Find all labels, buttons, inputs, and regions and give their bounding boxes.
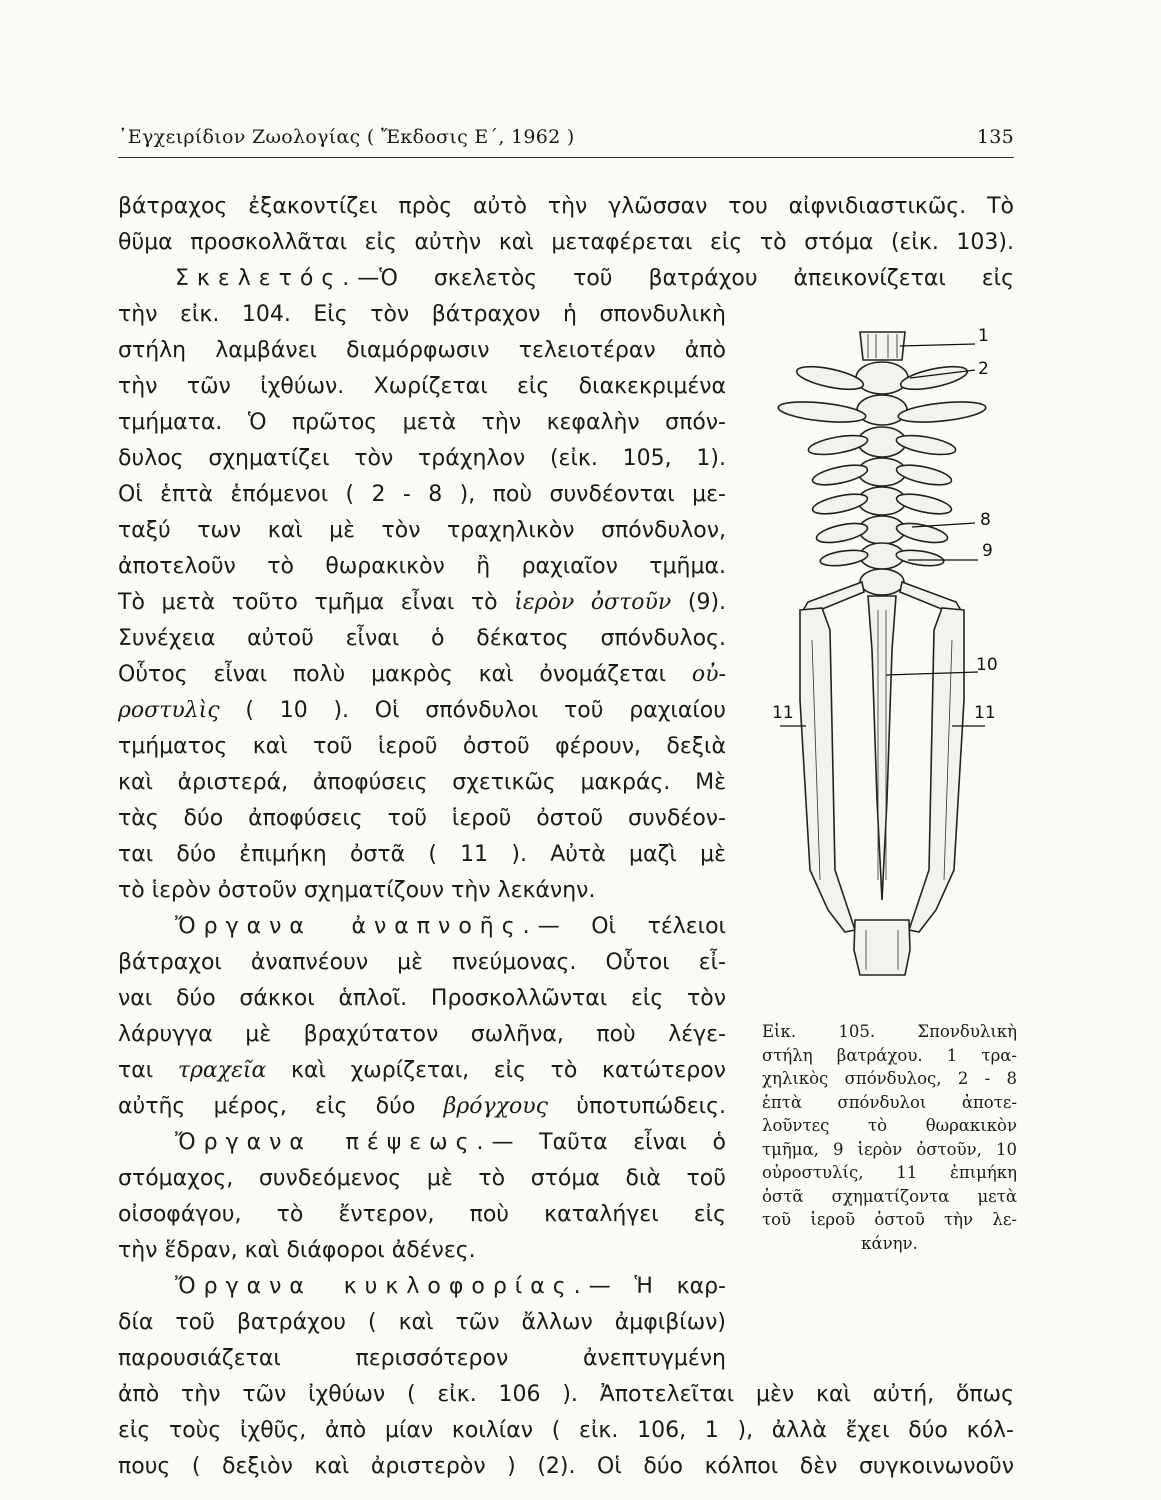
- section-line-digestion: Ὄργανα πέψεως.— Ταῦτα εἶναι ὁ: [175, 1130, 726, 1155]
- term-urostyle: ροστυλὶς: [118, 698, 220, 723]
- text-line: τὸ ἱερὸν ὀστοῦν σχηματίζουν τὴν λεκάνην.: [118, 878, 596, 903]
- caption-line: τοῦ ἱεροῦ ὀστοῦ τὴν λε-: [762, 1210, 1017, 1229]
- text-line: δυλος σχηματίζει τὸν τράχηλον (εἰκ. 105, 1).: [118, 446, 726, 471]
- section-line-skeleton: Σκελετός.—Ὁ σκελετὸς τοῦ βατράχου ἀπεικονίζεται εἰς: [175, 266, 1014, 291]
- text-line: Συνέχεια αὐτοῦ εἶναι ὁ δέκατος σπόνδυλος.: [118, 626, 726, 651]
- figure-label-1: 1: [978, 326, 989, 346]
- caption-line: χηλικὸς σπόνδυλος, 2 - 8: [762, 1069, 1017, 1088]
- text-line: λάρυγγα μὲ βραχύτατον σωλῆνα, ποὺ λέγε-: [118, 1022, 726, 1047]
- text-line: τὴν ἕδραν, καὶ διάφοροι ἀδένες.: [118, 1238, 476, 1263]
- text-line: αὐτῆς μέρος, εἰς δύο βρόγχους ὑποτυπώδεις.: [118, 1094, 727, 1119]
- figure-label-9: 9: [982, 541, 993, 561]
- text-line: τὴν τῶν ἰχθύων. Χωρίζεται εἰς διακεκριμένα: [118, 374, 726, 399]
- header-rule: [118, 157, 1014, 158]
- vertebra-4: [807, 427, 957, 458]
- figure-label-8: 8: [980, 510, 991, 530]
- vertebra-5: [811, 458, 953, 489]
- text-line: παρουσιάζεται περισσότερον ἀνεπτυγμένη: [118, 1346, 726, 1371]
- text-line: ναι δύο σάκκοι ἁπλοῖ. Προσκολλῶνται εἰς τὸν: [118, 986, 726, 1011]
- text-line: ροστυλὶς ( 10 ). Οἱ σπόνδυλοι τοῦ ραχιαίου: [118, 698, 726, 723]
- text-line: βάτραχος ἐξακοντίζει πρὸς αὐτὸ τὴν γλῶσσαν του αἰφνιδιαστικῶς. Τὸ: [118, 194, 1014, 219]
- text-line: τὴν εἰκ. 104. Εἰς τὸν βάτραχον ἡ σπονδυλικὴ: [118, 302, 726, 327]
- text-line: ται δύο ἐπιμήκη ὀστᾶ ( 11 ). Αὐτὰ μαζὶ μὲ: [118, 842, 726, 867]
- vertebra-7: [815, 516, 949, 546]
- leader-line-1: [900, 344, 975, 346]
- text-line: Οἱ ἑπτὰ ἑπόμενοι ( 2 - 8 ), ποὺ συνδέονται με-: [118, 482, 726, 507]
- urostyle: [868, 596, 896, 900]
- text-line: πους ( δεξιὸν καὶ ἀριστερὸν ) (2). Οἱ δύο κόλποι δὲν συγκοινωνοῦν: [118, 1454, 1014, 1479]
- section-heading: Σκελετός.: [175, 266, 358, 291]
- caption-line: τμῆμα, 9 ἱερὸν ὀστοῦν, 10: [762, 1139, 1017, 1159]
- book-title: ᾿Εγχειρίδιον Ζωολογίας ( Ἔκδοσις Ε΄, 1962 ): [118, 126, 575, 148]
- term-urostyle: οὐ-: [691, 662, 726, 687]
- ilium-left: [800, 608, 855, 932]
- section-line-circulation: Ὄργανα κυκλοφορίας.— Ἡ καρ-: [175, 1274, 726, 1299]
- text-line: τμήματα. Ὁ πρῶτος μετὰ τὴν κεφαλὴν σπόν-: [118, 410, 726, 435]
- term-sacrum: ἱερὸν ὀστοῦν: [514, 590, 672, 615]
- figure-label-11-right: 11: [974, 703, 996, 723]
- section-heading: Ὄργανα ἀναπνοῆς.: [175, 914, 538, 939]
- caption-line: λοῦντες τὸ θωρακικὸν: [762, 1116, 1017, 1135]
- figure-caption: [762, 1020, 1017, 1255]
- text-line: Τὸ μετὰ τοῦτο τμῆμα εἶναι τὸ ἱερὸν ὀστοῦν (9).: [118, 590, 727, 615]
- section-heading: Ὄργανα πέψεως.: [175, 1130, 492, 1155]
- text-line: εἰς τοὺς ἰχθῦς, ἀπὸ μίαν κοιλίαν ( εἰκ. 106, 1 ), ἀλλὰ ἔχει δύο κόλ-: [118, 1418, 1014, 1443]
- vertebra-6: [811, 487, 953, 518]
- text-line: ται τραχεῖα καὶ χωρίζεται, εἰς τὸ κατώτερον: [118, 1058, 726, 1083]
- ilium-right: [909, 608, 964, 932]
- caption-line: ὀστᾶ σχηματίζοντα μετὰ: [762, 1186, 1017, 1206]
- neck-vertebra: [860, 332, 905, 360]
- text-line: βάτραχοι ἀναπνέουν μὲ πνεύμονας. Οὗτοι εἶ-: [118, 950, 726, 975]
- caption-line: οὐροστυλίς, 11 ἐπιμήκη: [762, 1163, 1017, 1182]
- text-line: τὰς δύο ἀποφύσεις τοῦ ἱεροῦ ὀστοῦ συνδέον-: [118, 806, 726, 831]
- text-line: οἰσοφάγου, τὸ ἔντερον, ποὺ καταλήγει εἰς: [118, 1202, 726, 1227]
- caption-line: Εἰκ. 105. Σπονδυλικὴ: [762, 1022, 1017, 1041]
- term-bronchi: βρόγχους: [443, 1094, 548, 1119]
- text-line: Οὗτος εἶναι πολὺ μακρὸς καὶ ὀνομάζεται οὐ-: [118, 662, 726, 687]
- running-header: [118, 124, 1014, 156]
- text-line: τμήματος καὶ τοῦ ἱεροῦ ὀστοῦ φέρουν, δεξιὰ: [118, 734, 726, 759]
- figure-label-11-left: 11: [772, 703, 794, 723]
- text-line: στόμαχος, συνδεόμενος μὲ τὸ στόμα διὰ τοῦ: [118, 1166, 726, 1191]
- vertebra-3: [777, 395, 986, 426]
- section-heading: Ὄργανα κυκλοφορίας.: [175, 1274, 589, 1299]
- text-line: ἀποτελοῦν τὸ θωρακικὸν ἢ ραχιαῖον τμῆμα.: [118, 554, 726, 579]
- text-line: δία τοῦ βατράχου ( καὶ τῶν ἄλλων ἀμφιβίων): [118, 1310, 726, 1335]
- frog-spine-illustration: [760, 320, 1020, 1020]
- caption-line: ἑπτὰ σπόνδυλοι ἀποτε-: [762, 1092, 1017, 1112]
- caption-line: κάνην.: [861, 1233, 918, 1253]
- text-line: ἀπὸ τὴν τῶν ἰχθύων ( εἰκ. 106 ). Ἀποτελεῖται μὲν καὶ αὐτή, ὅπως: [118, 1382, 1014, 1407]
- figure-label-2: 2: [978, 359, 989, 379]
- section-line-respiration: Ὄργανα ἀναπνοῆς.— Οἱ τέλειοι: [175, 914, 726, 939]
- text-line: θῦμα προσκολλᾶται εἰς αὐτὴν καὶ μεταφέρεται εἰς τὸ στόμα (εἰκ. 103).: [118, 230, 1014, 255]
- text-line: ταξύ των καὶ μὲ τὸν τραχηλικὸν σπόνδυλον,: [118, 518, 726, 543]
- vertebra-2: [795, 362, 969, 394]
- term-trachea: τραχεῖα: [177, 1058, 267, 1083]
- text-line: στήλη λαμβάνει διαμόρφωσιν τελειοτέραν ἀπὸ: [118, 338, 726, 363]
- text-line: καὶ ἀριστερά, ἀποφύσεις σχετικῶς μακράς. Μὲ: [118, 770, 726, 795]
- caption-line: στήλη βατράχου. 1 τρα-: [762, 1045, 1017, 1065]
- pelvis-bottom: [854, 920, 910, 975]
- page-number: 135: [976, 126, 1014, 148]
- vertebra-8: [819, 543, 944, 569]
- figure-label-10: 10: [976, 655, 998, 675]
